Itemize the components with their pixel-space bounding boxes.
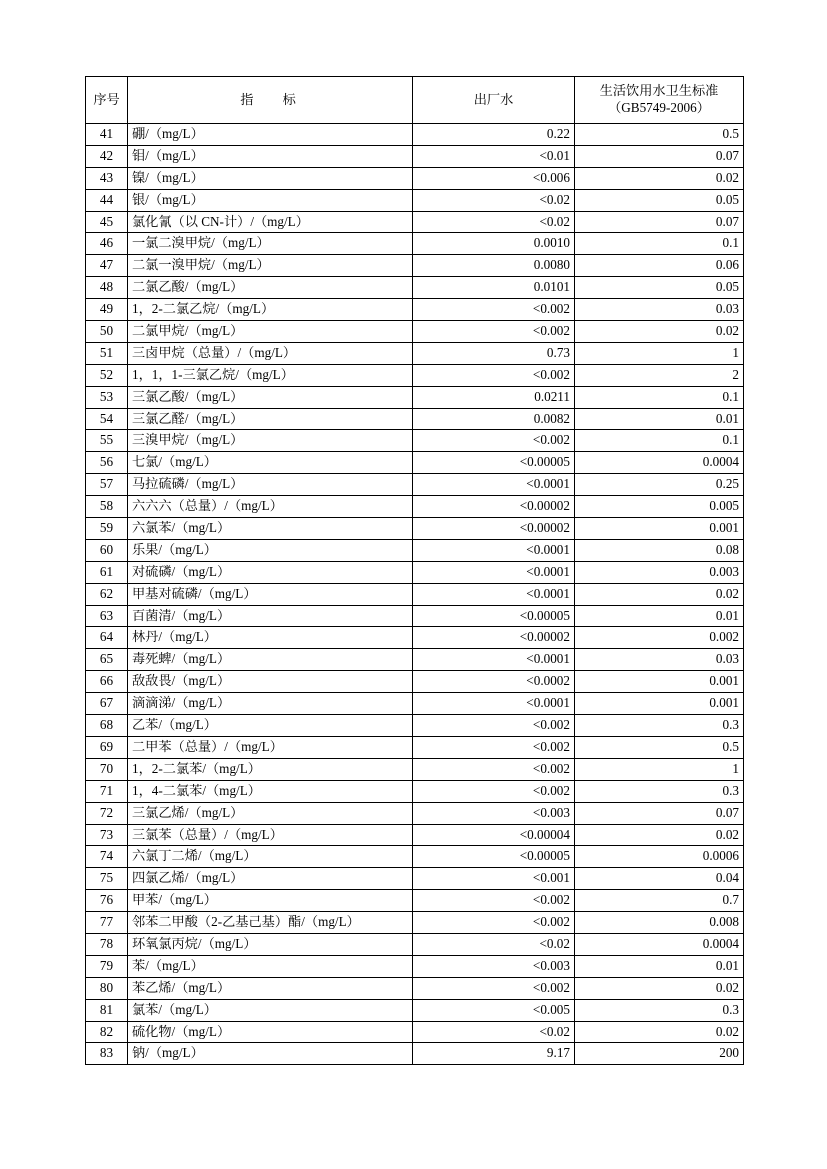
cell-no: 81 — [86, 999, 128, 1021]
water-quality-table — [85, 76, 744, 1065]
cell-indicator: 二氯乙酸/（mg/L） — [128, 277, 413, 299]
cell-indicator: 三氯乙烯/（mg/L） — [128, 802, 413, 824]
cell-no: 54 — [86, 408, 128, 430]
table-row — [86, 430, 744, 452]
table-row — [86, 408, 744, 430]
cell-indicator: 邻苯二甲酸（2-乙基己基）酯/（mg/L） — [128, 912, 413, 934]
cell-no: 77 — [86, 912, 128, 934]
cell-indicator: 环氧氯丙烷/（mg/L） — [128, 933, 413, 955]
table-row — [86, 912, 744, 934]
table-row — [86, 145, 744, 167]
table-row — [86, 342, 744, 364]
cell-standard-value: 0.02 — [575, 824, 744, 846]
cell-standard-value: 0.02 — [575, 1021, 744, 1043]
cell-indicator: 氯苯/（mg/L） — [128, 999, 413, 1021]
cell-standard-value: 0.0006 — [575, 846, 744, 868]
cell-outlet-value: <0.003 — [413, 802, 575, 824]
cell-no: 66 — [86, 671, 128, 693]
cell-indicator: 毒死蜱/（mg/L） — [128, 649, 413, 671]
cell-no: 51 — [86, 342, 128, 364]
table-row — [86, 1043, 744, 1065]
table-row — [86, 802, 744, 824]
cell-no: 48 — [86, 277, 128, 299]
cell-standard-value: 0.3 — [575, 715, 744, 737]
cell-indicator: 钠/（mg/L） — [128, 1043, 413, 1065]
cell-no: 52 — [86, 364, 128, 386]
cell-no: 73 — [86, 824, 128, 846]
cell-standard-value: 1 — [575, 342, 744, 364]
cell-no: 53 — [86, 386, 128, 408]
cell-indicator: 甲基对硫磷/（mg/L） — [128, 583, 413, 605]
table-row — [86, 167, 744, 189]
cell-no: 62 — [86, 583, 128, 605]
cell-indicator: 苯/（mg/L） — [128, 955, 413, 977]
cell-indicator: 六氯丁二烯/（mg/L） — [128, 846, 413, 868]
cell-outlet-value: <0.0001 — [413, 693, 575, 715]
cell-indicator: 林丹/（mg/L） — [128, 627, 413, 649]
cell-outlet-value: <0.002 — [413, 715, 575, 737]
cell-standard-value: 0.07 — [575, 211, 744, 233]
table-row — [86, 715, 744, 737]
table-row — [86, 255, 744, 277]
cell-outlet-value: <0.02 — [413, 933, 575, 955]
cell-no: 49 — [86, 299, 128, 321]
cell-indicator: 三氯乙酸/（mg/L） — [128, 386, 413, 408]
cell-standard-value: 0.01 — [575, 605, 744, 627]
table-row — [86, 890, 744, 912]
cell-outlet-value: 0.0101 — [413, 277, 575, 299]
cell-outlet-value: 0.0080 — [413, 255, 575, 277]
column-header-outlet: 出厂水 — [413, 77, 575, 124]
cell-no: 59 — [86, 518, 128, 540]
cell-outlet-value: <0.00004 — [413, 824, 575, 846]
table-row — [86, 824, 744, 846]
cell-standard-value: 0.008 — [575, 912, 744, 934]
cell-outlet-value: 0.73 — [413, 342, 575, 364]
cell-standard-value: 0.001 — [575, 671, 744, 693]
cell-indicator: 敌敌畏/（mg/L） — [128, 671, 413, 693]
column-header-indicator-text: 指 标 — [240, 91, 304, 107]
table-row — [86, 868, 744, 890]
cell-no: 65 — [86, 649, 128, 671]
cell-indicator: 滴滴涕/（mg/L） — [128, 693, 413, 715]
cell-no: 45 — [86, 211, 128, 233]
column-header-no: 序号 — [86, 77, 128, 124]
table-row — [86, 211, 744, 233]
cell-indicator: 苯乙烯/（mg/L） — [128, 977, 413, 999]
cell-outlet-value: 0.0082 — [413, 408, 575, 430]
cell-no: 60 — [86, 539, 128, 561]
cell-outlet-value: <0.0001 — [413, 649, 575, 671]
table-row — [86, 758, 744, 780]
cell-indicator: 马拉硫磷/（mg/L） — [128, 474, 413, 496]
cell-outlet-value: 9.17 — [413, 1043, 575, 1065]
cell-standard-value: 0.07 — [575, 802, 744, 824]
table-header — [86, 77, 744, 124]
cell-no: 42 — [86, 145, 128, 167]
cell-no: 67 — [86, 693, 128, 715]
cell-standard-value: 0.7 — [575, 890, 744, 912]
cell-standard-value: 0.1 — [575, 430, 744, 452]
cell-indicator: 二甲苯（总量）/（mg/L） — [128, 736, 413, 758]
cell-standard-value: 0.03 — [575, 649, 744, 671]
table-row — [86, 496, 744, 518]
cell-indicator: 百菌清/（mg/L） — [128, 605, 413, 627]
table-row — [86, 233, 744, 255]
table-row — [86, 693, 744, 715]
cell-outlet-value: 0.0211 — [413, 386, 575, 408]
table-row — [86, 277, 744, 299]
cell-no: 68 — [86, 715, 128, 737]
cell-no: 70 — [86, 758, 128, 780]
cell-no: 78 — [86, 933, 128, 955]
table-row — [86, 736, 744, 758]
cell-outlet-value: <0.0001 — [413, 583, 575, 605]
cell-no: 41 — [86, 124, 128, 146]
cell-no: 64 — [86, 627, 128, 649]
cell-standard-value: 0.5 — [575, 736, 744, 758]
cell-standard-value: 0.1 — [575, 386, 744, 408]
cell-no: 43 — [86, 167, 128, 189]
cell-indicator: 硼/（mg/L） — [128, 124, 413, 146]
cell-outlet-value: <0.002 — [413, 321, 575, 343]
cell-standard-value: 0.03 — [575, 299, 744, 321]
cell-no: 82 — [86, 1021, 128, 1043]
column-header-standard-line2: （GB5749-2006） — [608, 100, 710, 115]
cell-indicator: 1，4-二氯苯/（mg/L） — [128, 780, 413, 802]
cell-standard-value: 0.02 — [575, 977, 744, 999]
table-row — [86, 977, 744, 999]
cell-standard-value: 0.5 — [575, 124, 744, 146]
table-row — [86, 321, 744, 343]
cell-no: 58 — [86, 496, 128, 518]
cell-outlet-value: <0.00002 — [413, 627, 575, 649]
table-row — [86, 299, 744, 321]
cell-standard-value: 0.02 — [575, 167, 744, 189]
cell-outlet-value: 0.0010 — [413, 233, 575, 255]
cell-indicator: 对硫磷/（mg/L） — [128, 561, 413, 583]
cell-no: 44 — [86, 189, 128, 211]
table-row — [86, 1021, 744, 1043]
cell-indicator: 银/（mg/L） — [128, 189, 413, 211]
cell-outlet-value: <0.01 — [413, 145, 575, 167]
cell-outlet-value: <0.002 — [413, 890, 575, 912]
cell-standard-value: 0.0004 — [575, 933, 744, 955]
cell-no: 69 — [86, 736, 128, 758]
cell-indicator: 六氯苯/（mg/L） — [128, 518, 413, 540]
cell-standard-value: 0.003 — [575, 561, 744, 583]
cell-indicator: 1，1，1-三氯乙烷/（mg/L） — [128, 364, 413, 386]
column-header-standard — [575, 77, 744, 124]
cell-indicator: 三氯苯（总量）/（mg/L） — [128, 824, 413, 846]
cell-outlet-value: <0.00005 — [413, 605, 575, 627]
cell-standard-value: 0.3 — [575, 999, 744, 1021]
table-header-row — [86, 77, 744, 124]
cell-no: 46 — [86, 233, 128, 255]
table-row — [86, 933, 744, 955]
table-row — [86, 518, 744, 540]
cell-outlet-value: <0.0001 — [413, 561, 575, 583]
cell-outlet-value: <0.00005 — [413, 452, 575, 474]
cell-standard-value: 0.01 — [575, 955, 744, 977]
cell-no: 50 — [86, 321, 128, 343]
cell-outlet-value: <0.0002 — [413, 671, 575, 693]
table-row — [86, 583, 744, 605]
cell-standard-value: 0.001 — [575, 693, 744, 715]
cell-outlet-value: <0.002 — [413, 299, 575, 321]
cell-standard-value: 0.06 — [575, 255, 744, 277]
table-row — [86, 189, 744, 211]
cell-standard-value: 2 — [575, 364, 744, 386]
table-row — [86, 780, 744, 802]
cell-standard-value: 0.25 — [575, 474, 744, 496]
cell-outlet-value: <0.002 — [413, 780, 575, 802]
cell-outlet-value: 0.22 — [413, 124, 575, 146]
cell-standard-value: 0.005 — [575, 496, 744, 518]
table-row — [86, 605, 744, 627]
cell-indicator: 三卤甲烷（总量）/（mg/L） — [128, 342, 413, 364]
table-row — [86, 846, 744, 868]
table-row — [86, 452, 744, 474]
cell-outlet-value: <0.002 — [413, 758, 575, 780]
table-row — [86, 999, 744, 1021]
cell-indicator: 1，2-二氯乙烷/（mg/L） — [128, 299, 413, 321]
table-row — [86, 124, 744, 146]
cell-outlet-value: <0.0001 — [413, 539, 575, 561]
cell-indicator: 二氯一溴甲烷/（mg/L） — [128, 255, 413, 277]
cell-outlet-value: <0.002 — [413, 430, 575, 452]
cell-standard-value: 0.3 — [575, 780, 744, 802]
cell-standard-value: 0.05 — [575, 277, 744, 299]
cell-indicator: 三溴甲烷/（mg/L） — [128, 430, 413, 452]
cell-standard-value: 200 — [575, 1043, 744, 1065]
table-row — [86, 539, 744, 561]
cell-outlet-value: <0.00005 — [413, 846, 575, 868]
cell-outlet-value: <0.005 — [413, 999, 575, 1021]
table-row — [86, 386, 744, 408]
cell-no: 74 — [86, 846, 128, 868]
table-row — [86, 649, 744, 671]
cell-indicator: 一氯二溴甲烷/（mg/L） — [128, 233, 413, 255]
cell-standard-value: 1 — [575, 758, 744, 780]
cell-standard-value: 0.05 — [575, 189, 744, 211]
cell-outlet-value: <0.00002 — [413, 518, 575, 540]
column-header-standard-line1: 生活饮用水卫生标准 — [599, 83, 719, 99]
cell-standard-value: 0.02 — [575, 321, 744, 343]
cell-outlet-value: <0.0001 — [413, 474, 575, 496]
cell-indicator: 七氯/（mg/L） — [128, 452, 413, 474]
cell-indicator: 四氯乙烯/（mg/L） — [128, 868, 413, 890]
cell-indicator: 氯化氰（以 CN-计）/（mg/L） — [128, 211, 413, 233]
cell-no: 72 — [86, 802, 128, 824]
cell-standard-value: 0.002 — [575, 627, 744, 649]
table-row — [86, 474, 744, 496]
cell-no: 83 — [86, 1043, 128, 1065]
cell-standard-value: 0.1 — [575, 233, 744, 255]
cell-no: 71 — [86, 780, 128, 802]
cell-indicator: 甲苯/（mg/L） — [128, 890, 413, 912]
cell-indicator: 乙苯/（mg/L） — [128, 715, 413, 737]
cell-outlet-value: <0.00002 — [413, 496, 575, 518]
cell-standard-value: 0.02 — [575, 583, 744, 605]
cell-standard-value: 0.07 — [575, 145, 744, 167]
cell-no: 63 — [86, 605, 128, 627]
cell-indicator: 1，2-二氯苯/（mg/L） — [128, 758, 413, 780]
cell-no: 56 — [86, 452, 128, 474]
table-row — [86, 627, 744, 649]
cell-outlet-value: <0.002 — [413, 736, 575, 758]
cell-standard-value: 0.001 — [575, 518, 744, 540]
table-row — [86, 671, 744, 693]
cell-no: 55 — [86, 430, 128, 452]
cell-outlet-value: <0.002 — [413, 977, 575, 999]
cell-standard-value: 0.0004 — [575, 452, 744, 474]
cell-outlet-value: <0.001 — [413, 868, 575, 890]
cell-no: 57 — [86, 474, 128, 496]
table-row — [86, 364, 744, 386]
cell-no: 80 — [86, 977, 128, 999]
cell-outlet-value: <0.003 — [413, 955, 575, 977]
cell-standard-value: 0.01 — [575, 408, 744, 430]
cell-no: 61 — [86, 561, 128, 583]
cell-standard-value: 0.08 — [575, 539, 744, 561]
table-row — [86, 561, 744, 583]
column-header-indicator — [128, 77, 413, 124]
cell-no: 79 — [86, 955, 128, 977]
cell-outlet-value: <0.02 — [413, 189, 575, 211]
cell-outlet-value: <0.002 — [413, 364, 575, 386]
cell-outlet-value: <0.006 — [413, 167, 575, 189]
cell-indicator: 六六六（总量）/（mg/L） — [128, 496, 413, 518]
cell-indicator: 镍/（mg/L） — [128, 167, 413, 189]
cell-indicator: 二氯甲烷/（mg/L） — [128, 321, 413, 343]
cell-indicator: 硫化物/（mg/L） — [128, 1021, 413, 1043]
cell-standard-value: 0.04 — [575, 868, 744, 890]
cell-indicator: 三氯乙醛/（mg/L） — [128, 408, 413, 430]
cell-no: 76 — [86, 890, 128, 912]
cell-indicator: 乐果/（mg/L） — [128, 539, 413, 561]
cell-no: 75 — [86, 868, 128, 890]
table-body — [86, 124, 744, 1065]
cell-indicator: 钼/（mg/L） — [128, 145, 413, 167]
cell-outlet-value: <0.002 — [413, 912, 575, 934]
table-row — [86, 955, 744, 977]
cell-outlet-value: <0.02 — [413, 211, 575, 233]
cell-outlet-value: <0.02 — [413, 1021, 575, 1043]
cell-no: 47 — [86, 255, 128, 277]
